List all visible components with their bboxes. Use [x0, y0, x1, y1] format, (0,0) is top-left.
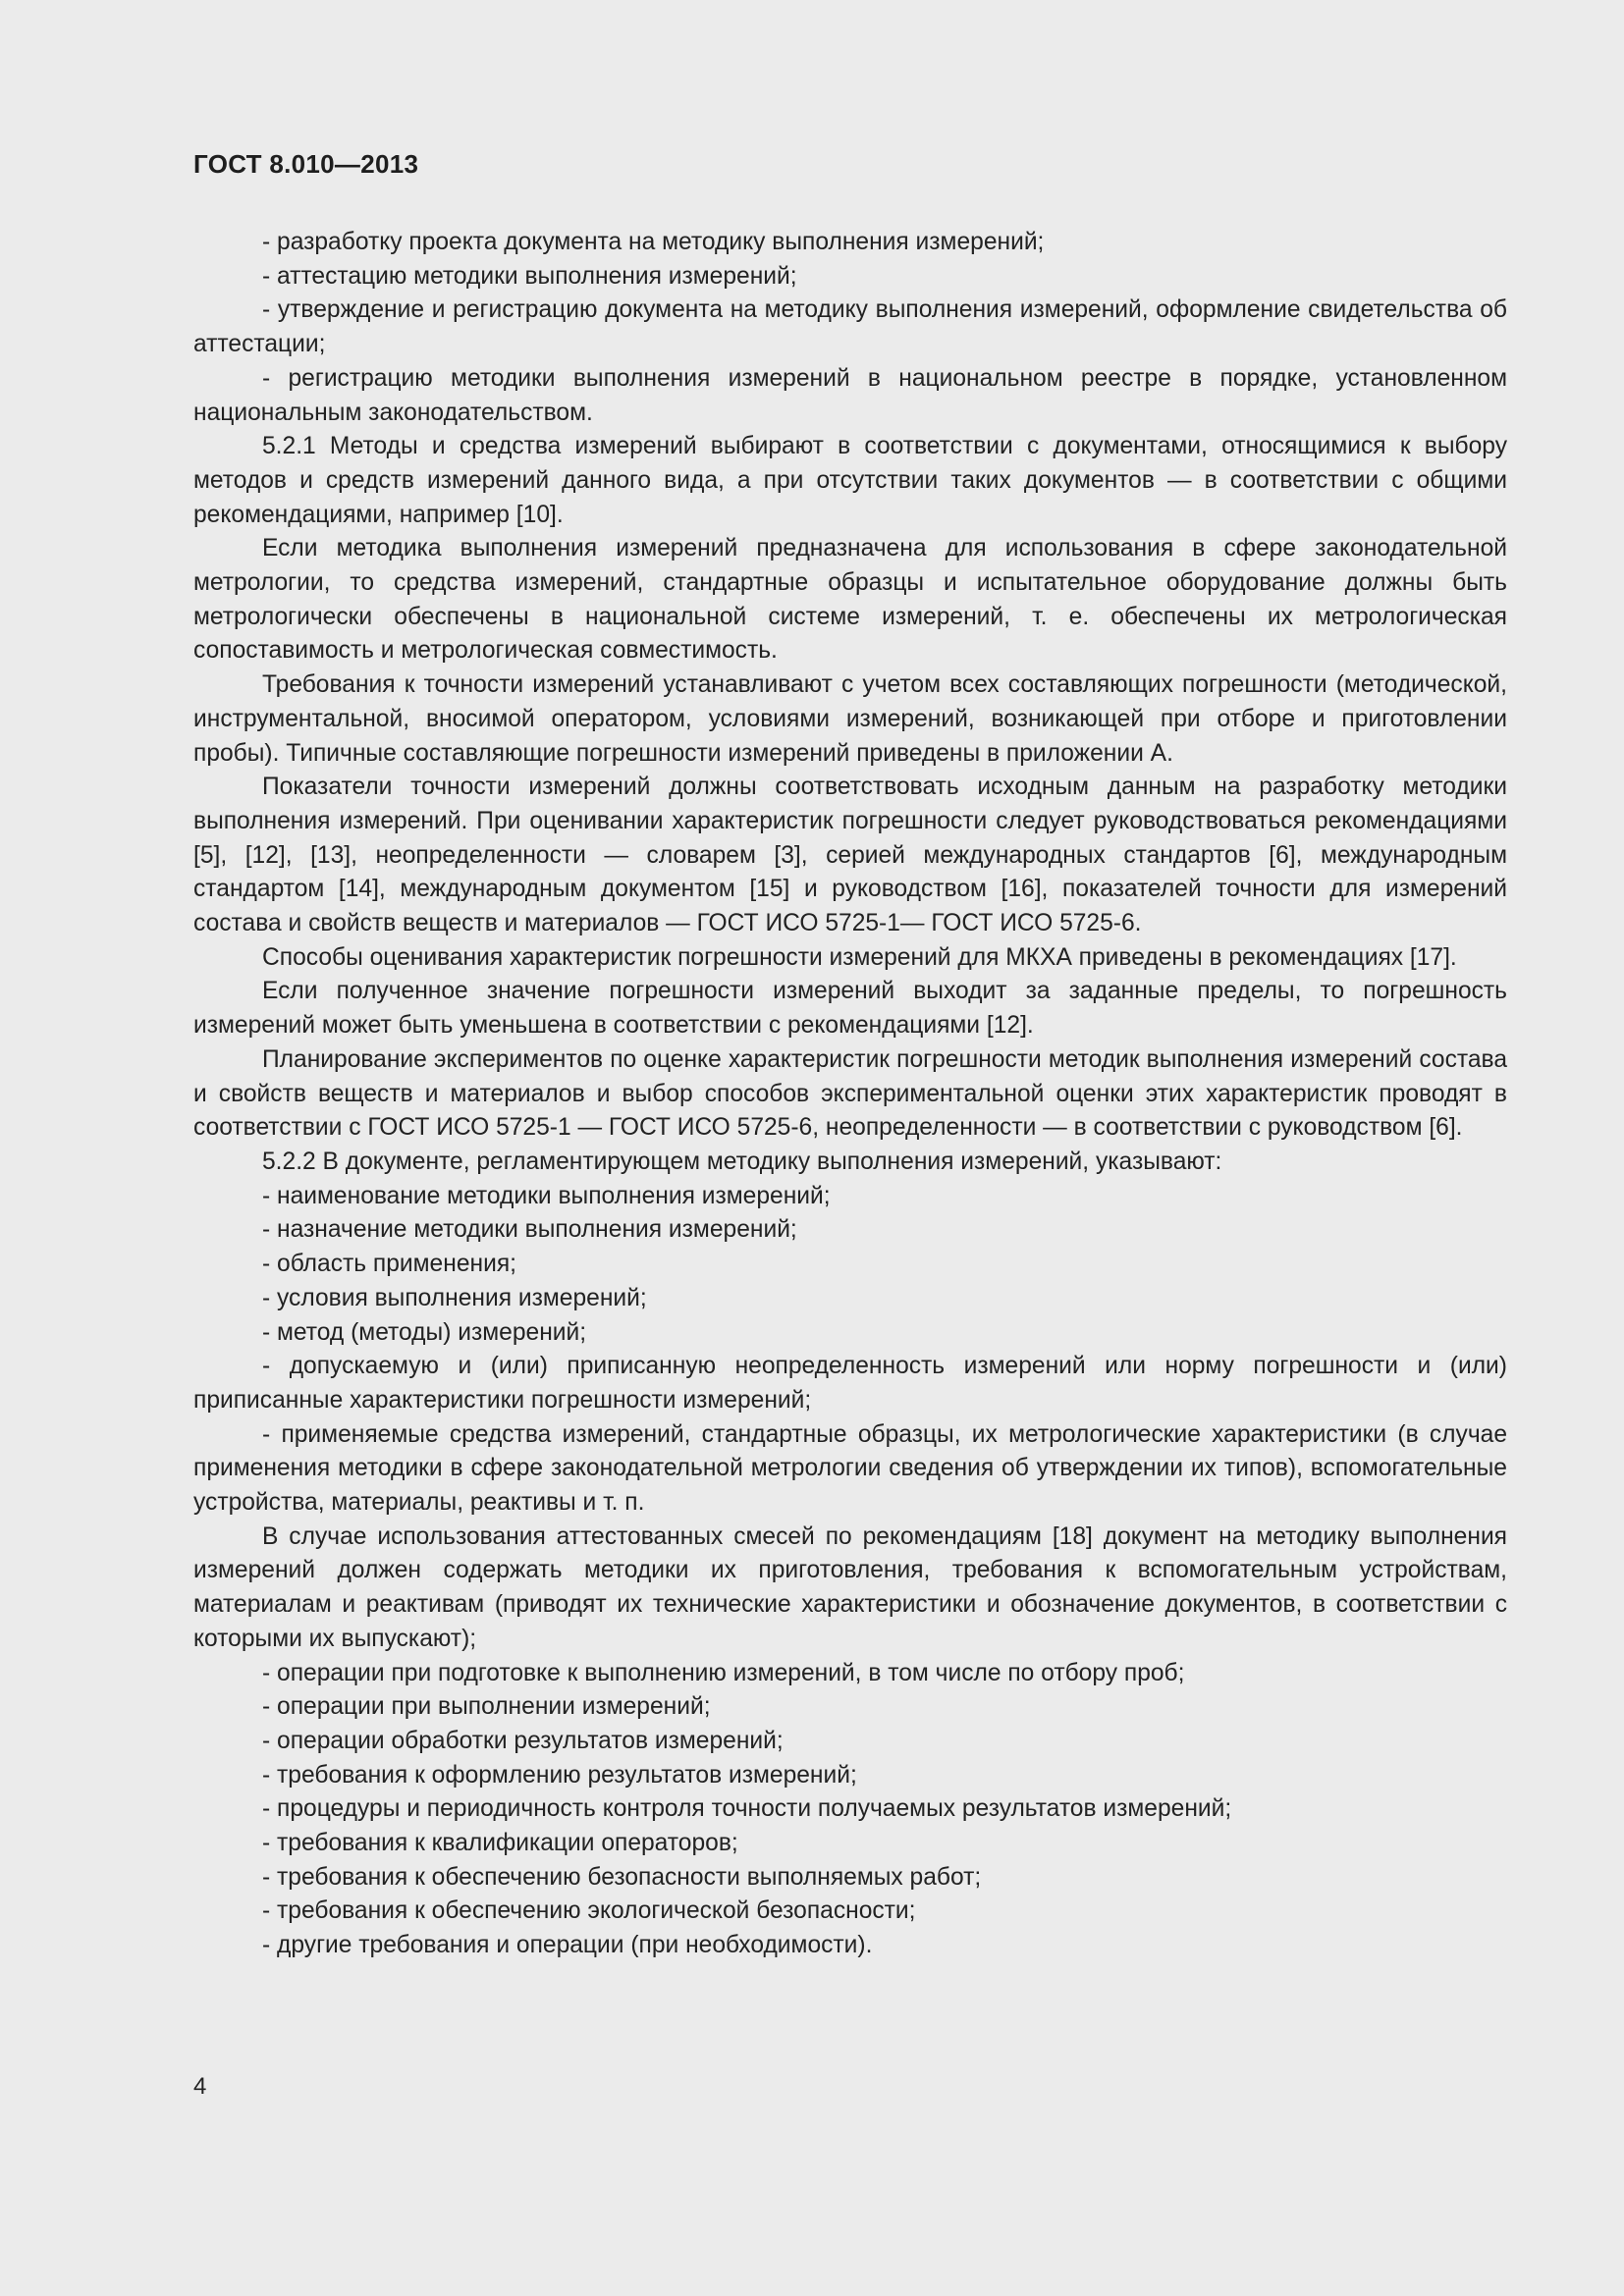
paragraph: 5.2.2 В документе, регламентирующем методику выполнения измерений, указывают: [262, 1148, 1222, 1175]
paragraph: - операции при выполнении измерений; [262, 1693, 711, 1721]
paragraph: - утверждение и регистрацию документа на методику выполнения измерений, оформление свидетельства об аттестации; [193, 296, 1507, 358]
document-body [193, 226, 1507, 1963]
paragraph: - аттестацию методики выполнения измерений; [262, 262, 797, 290]
paragraph: Требования к точности измерений устанавливают с учетом всех составляющих погрешности (методической, инструментальной, вносимой оператором, условиями измерений, возникающей при отборе и приготовлении пробы). Типичные составляющие погрешности измерений приведены в приложении А. [193, 671, 1507, 767]
paragraph: - другие требования и операции (при необходимости). [262, 1932, 873, 1959]
paragraph: - условия выполнения измерений; [262, 1284, 647, 1311]
paragraph: - процедуры и периодичность контроля точности получаемых результатов измерений; [262, 1795, 1232, 1823]
paragraph: - область применения; [262, 1251, 516, 1278]
paragraph: Если полученное значение погрешности измерений выходит за заданные пределы, то погрешность измерений может быть уменьшена в соответствии с рекомендациями [12]. [193, 978, 1507, 1040]
paragraph: - допускаемую и (или) приписанную неопределенность измерений или норму погрешности и (или) приписанные характеристики погрешности измерений; [193, 1353, 1507, 1414]
paragraph: - разработку проекта документа на методику выполнения измерений; [262, 229, 1045, 255]
paragraph: - назначение методики выполнения измерений; [262, 1216, 797, 1244]
paragraph: Способы оценивания характеристик погрешности измерений для МКХА приведены в рекомендациях [17]. [262, 943, 1457, 971]
page-number: 4 [193, 2073, 207, 2100]
paragraph: Если методика выполнения измерений предназначена для использования в сфере законодательной метрологии, то средства измерений, стандартные образцы и испытательное оборудование должны быть метрологически обеспечены в национальной системе измерений, т. е. обеспечены их метрологическая сопоставимость и метрологическая совместимость. [193, 535, 1507, 665]
paragraph: - метод (методы) измерений; [262, 1318, 587, 1346]
paragraph: - операции при подготовке к выполнению измерений, в том числе по отбору проб; [262, 1659, 1185, 1686]
paragraph: - требования к оформлению результатов измерений; [262, 1761, 857, 1789]
paragraph: - требования к квалификации операторов; [262, 1830, 738, 1857]
paragraph: Планирование экспериментов по оценке характеристик погрешности методик выполнения измерений состава и свойств веществ и материалов и выбор способов экспериментальной оценки этих характеристик проводят в соответствии с ГОСТ ИСО 5725-1 — ГОСТ ИСО 5725-6, неопределенности — в соответствии с руководством [6]. [193, 1045, 1507, 1142]
paragraph: - регистрацию методики выполнения измерений в национальном реестре в порядке, установленном национальным законодательством. [193, 364, 1507, 426]
paragraph: Показатели точности измерений должны соответствовать исходным данным на разработку методики выполнения измерений. При оценивании характеристик погрешности следует руководствоваться рекомендациями [5], [12], [13], неопределенности — словарем [3], серией международных стандартов [6], международным стандартом [14], международным документом [15] и руководством [16], показателей точности для измерений состава и свойств веществ и материалов — ГОСТ ИСО 5725-1— ГОСТ ИСО 5725-6. [193, 774, 1507, 937]
paragraph: - требования к обеспечению экологической безопасности; [262, 1897, 916, 1925]
paragraph: - наименование методики выполнения измерений; [262, 1182, 831, 1209]
paragraph: - требования к обеспечению безопасности выполняемых работ; [262, 1863, 982, 1891]
paragraph: 5.2.1 Методы и средства измерений выбирают в соответствии с документами, относящимися к выбору методов и средств измерений данного вида, а при отсутствии таких документов — в соответствии с общими рекомендациями, например [10]. [193, 433, 1507, 528]
paragraph: В случае использования аттестованных смесей по рекомендациям [18] документ на методику выполнения измерений должен содержать методики их приготовления, требования к вспомогательным устройствам, материалам и реактивам (приводят их технические характеристики и обозначение документов, в соответствии с которыми их выпускают); [193, 1522, 1507, 1652]
paragraph: - операции обработки результатов измерений; [262, 1727, 784, 1754]
paragraph: - применяемые средства измерений, стандартные образцы, их метрологические характеристики (в случае применения методики в сфере законодательной метрологии сведения об утверждении их типов), вспомогательные устройства, материалы, реактивы и т. п. [193, 1420, 1507, 1517]
document-header-code: ГОСТ 8.010—2013 [193, 149, 419, 179]
